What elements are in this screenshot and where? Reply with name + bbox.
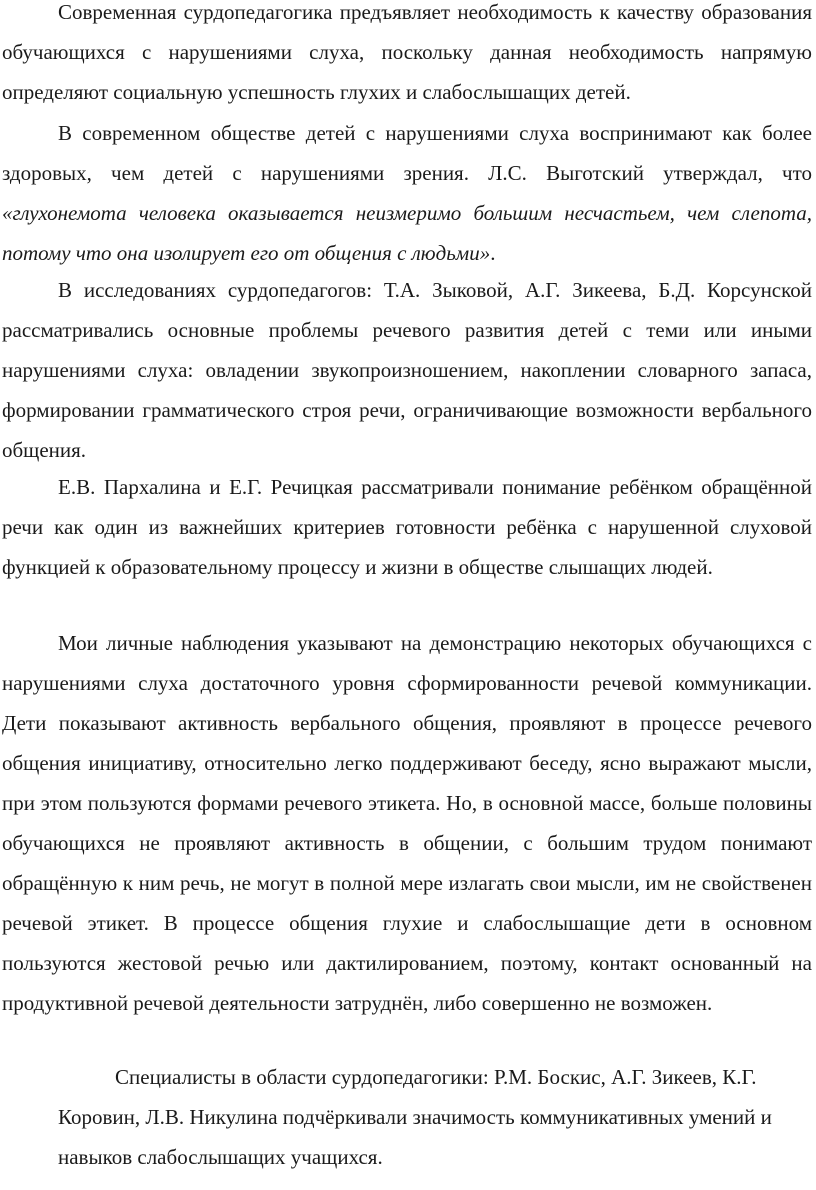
paragraph-1: Современная сурдопедагогика предъявляет необходимость к качеству образования обучающихся с нарушениями слуха, поскольку данная необходимость напрямую определяют социальную успешность глухих и слабослышащих детей. (2, 0, 812, 104)
paragraph-4: Е.В. Пархалина и Е.Г. Речицкая рассматривали понимание ребёнком обращённой речи как один из важнейших критериев готовности ребёнка с нарушенной слуховой функцией к образовательному процессу и жизни в обществе слышащих людей. (2, 475, 812, 579)
paragraph-2-end: . (490, 241, 496, 265)
vygotsky-quote: «глухонемота человека оказывается неизмеримо большим несчастьем, чем слепота, потому что она изолирует его от общения с людьми» (2, 201, 812, 265)
paragraph-2 (0, 113, 816, 273)
paragraph-6: Специалисты в области сурдопедагогики: Р.М. Боскис, А.Г. Зикеев, К.Г. Коровин, Л.В. Никулина подчёркивали значимость коммуникативных умений и навыков слабослышащих учащихся. (58, 1065, 772, 1169)
paragraph-5: Мои личные наблюдения указывают на демонстрацию некоторых обучающихся с нарушениями слуха достаточного уровня сформированности речевой коммуникации. Дети показывают активность вербального общения, проявляют в процессе речевого общения инициативу, относительно легко поддерживают беседу, ясно выражают мысли, при этом пользуются формами речевого этикета. Но, в основной массе, больше половины обучающихся не проявляют активность в общении, с большим трудом понимают обращённую к ним речь, не могут в полной мере излагать свои мысли, им не свойственен речевой этикет. В процессе общения глухие и слабослышащие дети в основном пользуются жестовой речью или дактилированием, поэтому, контакт основанный на продуктивной речевой деятельности затруднён, либо совершенно не возможен. (2, 631, 812, 1015)
paragraph-2-text: В современном обществе детей с нарушениями слуха воспринимают как более здоровых, чем детей с нарушениями зрения. Л.С. Выготский утверждал, что (2, 121, 812, 185)
paragraph-3: В исследованиях сурдопедагогов: Т.А. Зыковой, А.Г. Зикеева, Б.Д. Корсунской рассматривались основные проблемы речевого развития детей с теми или иными нарушениями слуха: овладении звукопроизношением, накоплении словарного запаса, формировании грамматического строя речи, ограничивающие возможности вербального общения. (2, 278, 812, 462)
